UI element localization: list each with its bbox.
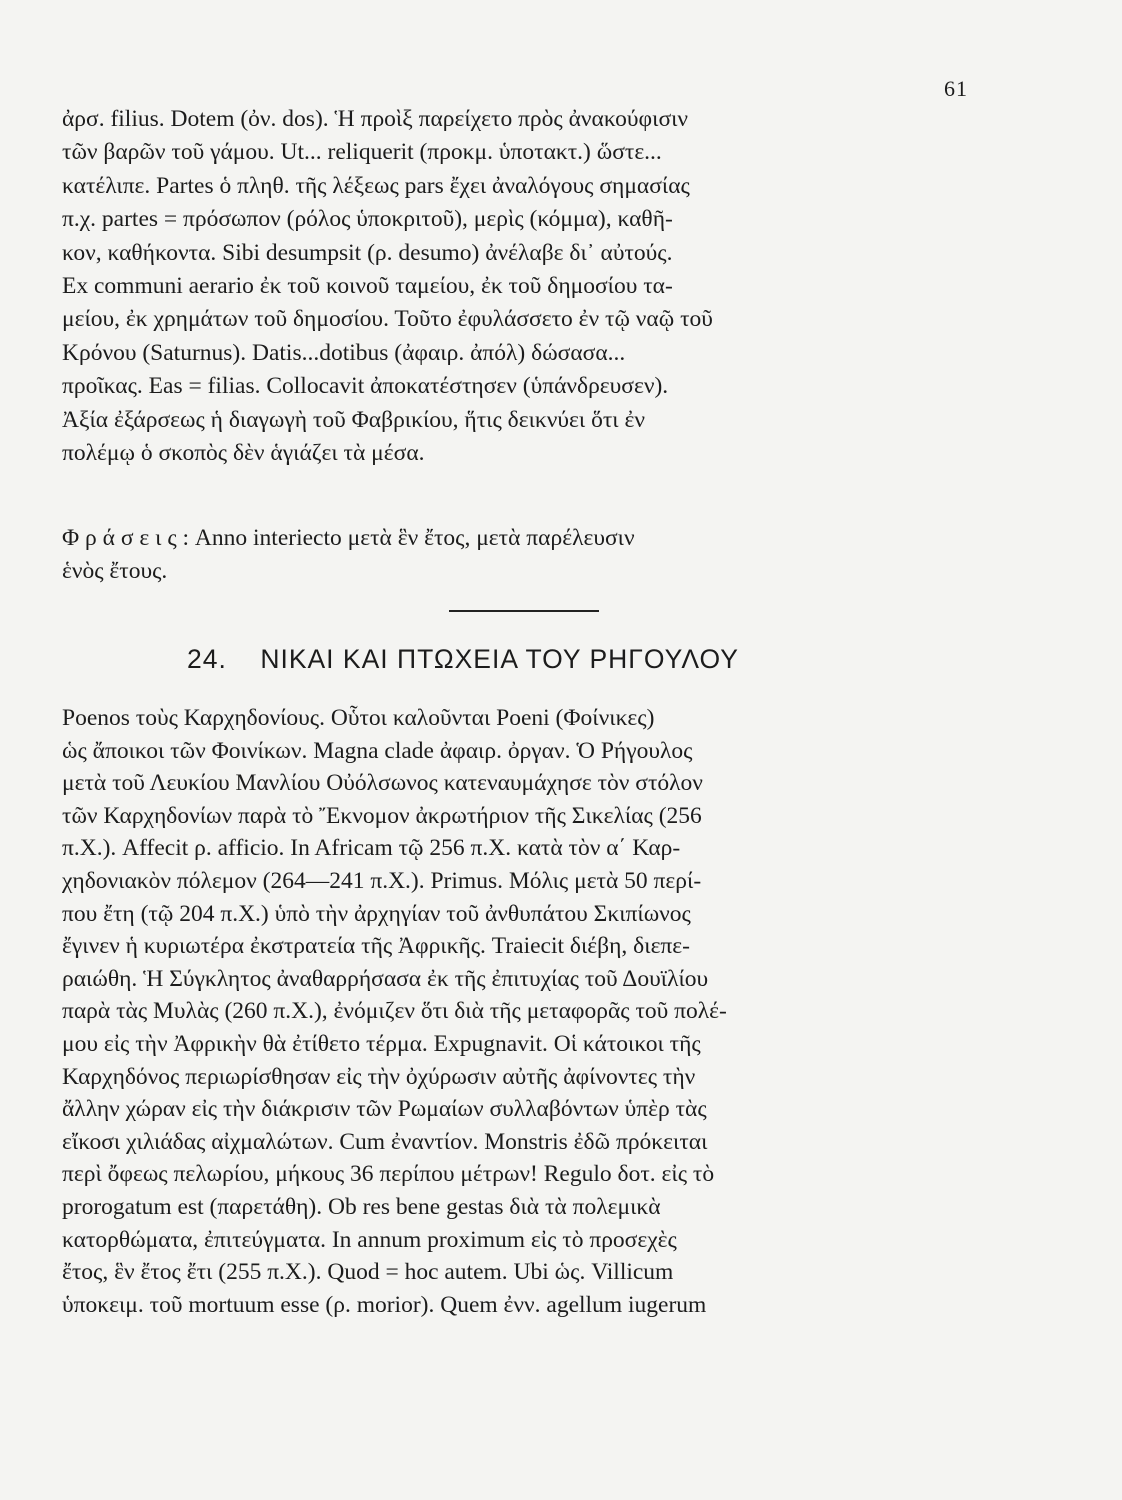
text-line: κατέλιπε. Partes ὁ πληθ. τῆς λέξεως pars ἔχει ἀναλόγους σημασίας <box>62 172 690 199</box>
text-line: προῖκας. Eas = filias. Collocavit ἀποκατέστησεν (ὑπάνδρευσεν). <box>62 373 669 400</box>
text-line: ἔγινεν ἡ κυριωτέρα ἐκστρατεία τῆς Ἀφρικῆς. Traiecit διέβη, διεπε- <box>62 933 690 960</box>
text-line: π.χ. partes = πρόσωπον (ρόλος ὑποκριτοῦ), μερὶς (κόμμα), καθῆ- <box>62 206 673 233</box>
text-line: εἴκοσι χιλιάδας αἰχμαλώτων. Cum ἐναντίον. Monstris ἐδῶ πρόκειται <box>62 1128 708 1155</box>
text-line: Poenos τοὺς Καρχηδονίους. Οὗτοι καλοῦνται Poeni (Φοίνικες) <box>62 705 655 731</box>
text-line: μετὰ τοῦ Λευκίου Μανλίου Οὐόλσωνος κατεναυμάχησε τὸν στόλον <box>62 770 703 797</box>
section-heading <box>187 644 739 675</box>
text-line: prorogatum est (παρετάθη). Ob res bene gestas διὰ τὰ πολεμικὰ <box>62 1193 661 1220</box>
text-line: ὑποκειμ. τοῦ mortuum esse (ρ. morior). Quem ἐνν. agellum iugerum <box>62 1291 707 1318</box>
text-line: περὶ ὄφεως πελωρίου, μήκους 36 περίπου μέτρων! Regulo δοτ. εἰς τὸ <box>62 1161 715 1188</box>
text-line: τῶν βαρῶν τοῦ γάμου. Ut... reliquerit (προκμ. ὑποτακτ.) ὥστε... <box>62 139 662 166</box>
section-title: ΝΙΚΑΙ ΚΑΙ ΠΤΩΧΕΙΑ ΤΟΥ ΡΗΓΟΥΛΟΥ <box>260 644 739 674</box>
section-body <box>62 702 962 1321</box>
text-line: Κρόνου (Saturnus). Datis...dotibus (ἀφαιρ. ἀπόλ) δώσασα... <box>62 339 626 366</box>
text-line: τῶν Καρχηδονίων παρὰ τὸ Ἔκνομον ἀκρωτήριον τῆς Σικελίας (256 <box>62 802 702 829</box>
text-line: Φ ρ ά σ ε ι ς : Anno interiecto μετὰ ἓν ἔτος, μετὰ παρέλευσιν <box>62 525 635 551</box>
text-line: πολέμῳ ὁ σκοπὸς δὲν ἁγιάζει τὰ μέσα. <box>62 439 425 466</box>
text-line: π.Χ.). Affecit ρ. afficio. In Africam τῷ 256 π.Χ. κατὰ τὸν α΄ Καρ- <box>62 835 681 862</box>
text-line: ἑνὸς ἔτους. <box>62 558 168 585</box>
text-line: Καρχηδόνος περιωρίσθησαν εἰς τὴν ὀχύρωσιν αὐτῆς ἀφίνοντες τὴν <box>62 1063 696 1090</box>
text-line: Ἀξία ἐξάρσεως ἡ διαγωγὴ τοῦ Φαβρικίου, ἥτις δεικνύει ὅτι ἐν <box>62 406 645 433</box>
text-line: μου εἰς τὴν Ἀφρικὴν θὰ ἐτίθετο τέρμα. Expugnavit. Οἱ κάτοικοι τῆς <box>62 1030 701 1057</box>
text-line: που ἔτη (τῷ 204 π.Χ.) ὑπὸ τὴν ἀρχηγίαν τοῦ ἀνθυπάτου Σκιπίωνος <box>62 900 691 927</box>
text-line: χηδονιακὸν πόλεμον (264—241 π.Χ.). Primus. Μόλις μετὰ 50 περί- <box>62 867 702 894</box>
text-line: Ex communi aerario ἐκ τοῦ κοινοῦ ταμείου, ἐκ τοῦ δημοσίου τα- <box>62 272 673 299</box>
section-divider <box>449 610 599 612</box>
text-line: μείου, ἐκ χρημάτων τοῦ δημοσίου. Τοῦτο ἐφυλάσσετο ἐν τῷ ναῷ τοῦ <box>62 306 713 333</box>
text-line: ὡς ἄποικοι τῶν Φοινίκων. Magna clade ἀφαιρ. ὀργαν. Ὁ Ρήγουλος <box>62 737 693 764</box>
text-line: ραιώθη. Ἡ Σύγκλητος ἀναθαρρήσασα ἐκ τῆς ἐπιτυχίας τοῦ Δουϊλίου <box>62 965 709 992</box>
commentary-notes <box>62 103 962 470</box>
text-line: παρὰ τὰς Μυλὰς (260 π.Χ.), ἐνόμιζεν ὅτι διὰ τῆς μεταφορᾶς τοῦ πολέ- <box>62 998 727 1025</box>
text-line: κον, καθήκοντα. Sibi desumpsit (ρ. desumo) ἀνέλαβε δι᾽ αὐτούς. <box>62 239 673 266</box>
text-line: κατορθώματα, ἐπιτεύγματα. In annum proximum εἰς τὸ προσεχὲς <box>62 1226 677 1253</box>
page-number: 61 <box>944 76 968 101</box>
section-number: 24. <box>187 644 227 674</box>
phrases-block <box>62 522 962 589</box>
text-line: ἔτος, ἓν ἔτος ἔτι (255 π.Χ.). Quod = hoc autem. Ubi ὡς. Villicum <box>62 1259 674 1286</box>
text-line: ἄλλην χώραν εἰς τὴν διάκρισιν τῶν Ρωμαίων συλλαβόντων ὑπὲρ τὰς <box>62 1096 707 1123</box>
text-line: ἀρσ. filius. Dotem (ὀν. dos). Ἡ προὶξ παρείχετο πρὸς ἀνακούφισιν <box>62 106 689 132</box>
